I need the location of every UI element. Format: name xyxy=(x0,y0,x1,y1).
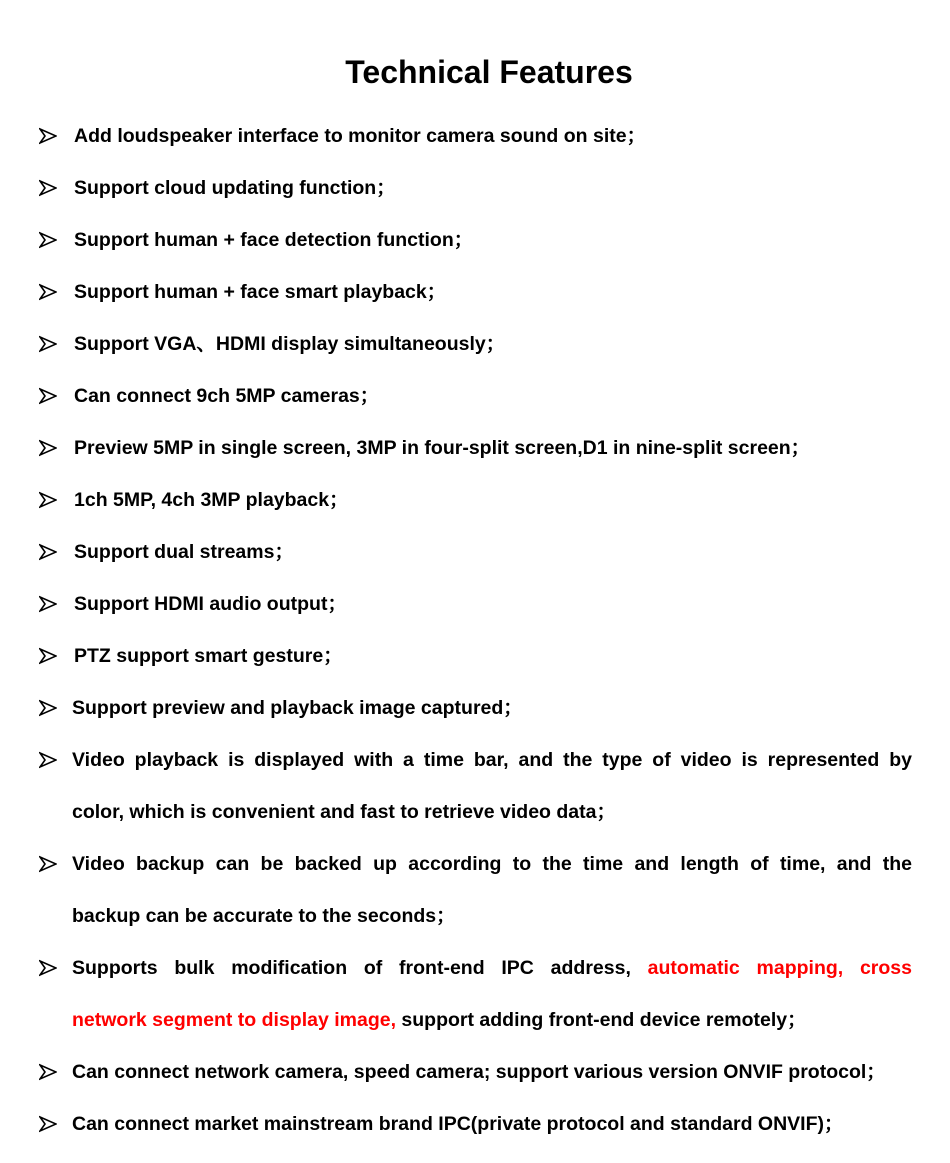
feature-text: Can connect network camera, speed camera; support various version ONVIF protocol； xyxy=(72,1061,886,1083)
feature-text-highlight: network segment to display image, xyxy=(72,1009,396,1031)
arrow-bullet-icon xyxy=(36,538,60,566)
arrow-bullet-icon xyxy=(36,382,60,410)
feature-text: Can connect 9ch 5MP cameras； xyxy=(74,385,380,407)
arrow-bullet-icon xyxy=(36,226,60,254)
arrow-bullet-icon xyxy=(36,954,60,982)
feature-text-line-2: color, which is convenient and fast to retrieve video data； xyxy=(72,801,616,823)
feature-text: Support human + face smart playback； xyxy=(74,281,447,303)
arrow-bullet-icon xyxy=(36,694,60,722)
feature-text-line-2: backup can be accurate to the seconds； xyxy=(72,905,456,927)
feature-text-line-1: Video playback is displayed with a time bar, and the type of video is represented by xyxy=(72,749,912,771)
feature-text-normal: Supports bulk modification of front-end IPC address, xyxy=(72,957,631,979)
arrow-bullet-icon xyxy=(36,1058,60,1086)
feature-text: Support dual streams； xyxy=(74,541,294,563)
feature-text-line-1 xyxy=(72,954,912,982)
arrow-bullet-icon xyxy=(36,850,60,878)
feature-text: Support preview and playback image captured； xyxy=(72,697,523,719)
feature-text-line-1: Video backup can be backed up according to the time and length of time, and the xyxy=(72,853,912,875)
arrow-bullet-icon xyxy=(36,278,60,306)
arrow-bullet-icon xyxy=(36,642,60,670)
feature-text: Support cloud updating function； xyxy=(74,177,396,199)
feature-text: PTZ support smart gesture； xyxy=(74,645,343,667)
feature-text: Can connect market mainstream brand IPC(private protocol and standard ONVIF)； xyxy=(72,1113,844,1135)
arrow-bullet-icon xyxy=(36,746,60,774)
feature-text-line-2 xyxy=(72,1006,807,1034)
feature-text: Support HDMI audio output； xyxy=(74,593,347,615)
feature-text: Support VGA、HDMI display simultaneously； xyxy=(74,333,506,355)
arrow-bullet-icon xyxy=(36,330,60,358)
arrow-bullet-icon xyxy=(36,1110,60,1138)
arrow-bullet-icon xyxy=(36,174,60,202)
feature-text: Add loudspeaker interface to monitor camera sound on site； xyxy=(74,125,647,147)
page-title: Technical Features xyxy=(345,54,633,90)
arrow-bullet-icon xyxy=(36,486,60,514)
feature-text: Preview 5MP in single screen, 3MP in four-split screen,D1 in nine-split screen； xyxy=(74,437,811,459)
feature-text: Support human + face detection function； xyxy=(74,229,474,251)
feature-text: 1ch 5MP, 4ch 3MP playback； xyxy=(74,489,349,511)
arrow-bullet-icon xyxy=(36,590,60,618)
arrow-bullet-icon xyxy=(36,434,60,462)
feature-text-highlight: automatic mapping, cross xyxy=(647,957,912,979)
feature-text-normal: support adding front-end device remotely； xyxy=(401,1009,807,1031)
arrow-bullet-icon xyxy=(36,122,60,150)
